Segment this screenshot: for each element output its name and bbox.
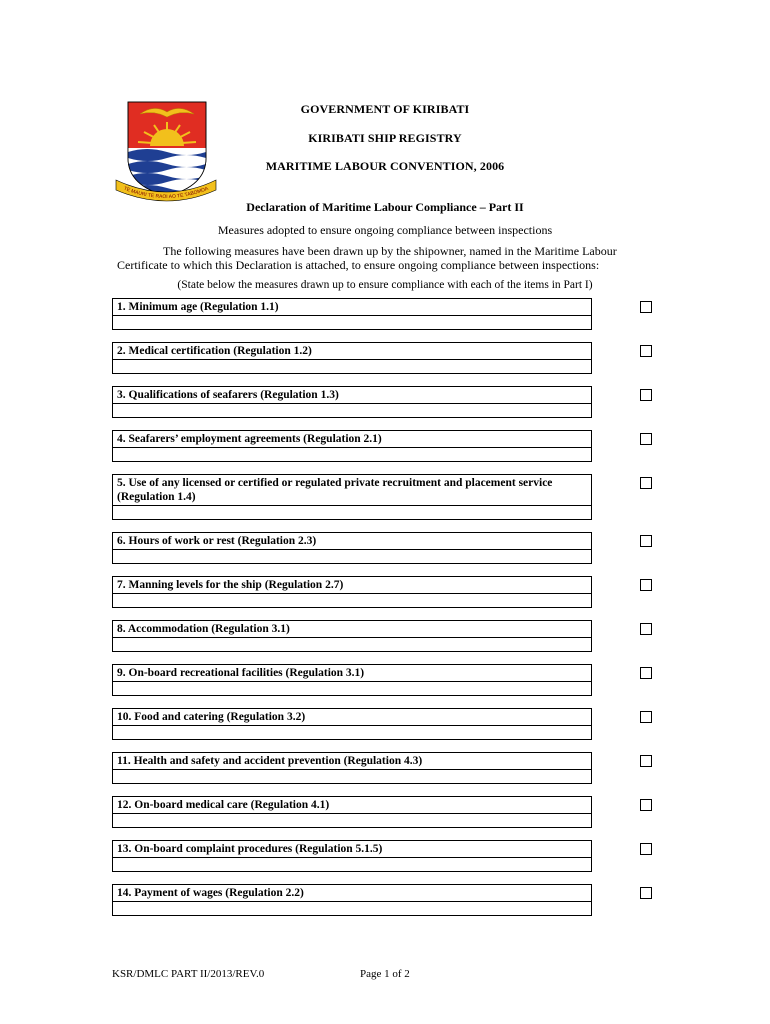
item-answer-field[interactable] [112, 550, 592, 564]
item-answer-field[interactable] [112, 316, 592, 330]
item-checkbox[interactable] [640, 477, 652, 489]
item-checkbox[interactable] [640, 711, 652, 723]
item-title: 12. On-board medical care (Regulation 4.1) [112, 796, 592, 814]
item-medical-certification [112, 342, 592, 374]
item-employment-agreements [112, 430, 592, 462]
item-title: 7. Manning levels for the ship (Regulation 2.7) [112, 576, 592, 594]
item-recruitment-placement [112, 474, 592, 520]
item-title: 11. Health and safety and accident prevention (Regulation 4.3) [112, 752, 592, 770]
footer-page-number: Page 1 of 2 [360, 968, 410, 980]
item-complaint-procedures [112, 840, 592, 872]
item-answer-field[interactable] [112, 858, 592, 872]
item-checkbox[interactable] [640, 755, 652, 767]
emblem-motto: TE MAURI TE RAOI AO TE TABOMOA [122, 185, 210, 201]
header-convention: MARITIME LABOUR CONVENTION, 2006 [265, 159, 505, 173]
item-title: 14. Payment of wages (Regulation 2.2) [112, 884, 592, 902]
item-checkbox[interactable] [640, 887, 652, 899]
item-checkbox[interactable] [640, 667, 652, 679]
item-title: 9. On-board recreational facilities (Regulation 3.1) [112, 664, 592, 682]
item-answer-field[interactable] [112, 404, 592, 418]
item-answer-field[interactable] [112, 682, 592, 696]
header-government: GOVERNMENT OF KIRIBATI [300, 102, 470, 116]
item-answer-field[interactable] [112, 506, 592, 520]
item-checkbox[interactable] [640, 535, 652, 547]
item-checkbox[interactable] [640, 843, 652, 855]
item-answer-field[interactable] [112, 360, 592, 374]
item-answer-field[interactable] [112, 902, 592, 916]
item-answer-field[interactable] [112, 638, 592, 652]
item-title: 10. Food and catering (Regulation 3.2) [112, 708, 592, 726]
item-answer-field[interactable] [112, 594, 592, 608]
item-checkbox[interactable] [640, 345, 652, 357]
item-qualifications [112, 386, 592, 418]
declaration-intro: The following measures have been drawn up by the shipowner, named in the Maritime Labour Certificate to which this Declaration is attached, to ensure ongoing compliance between inspections: [117, 244, 617, 272]
footer-doc-code: KSR/DMLC PART II/2013/REV.0 [112, 968, 265, 980]
header-registry: KIRIBATI SHIP REGISTRY [308, 131, 462, 145]
item-checkbox[interactable] [640, 389, 652, 401]
item-title: 13. On-board complaint procedures (Regulation 5.1.5) [112, 840, 592, 858]
item-hours-of-work [112, 532, 592, 564]
item-answer-field[interactable] [112, 814, 592, 828]
item-title: 5. Use of any licensed or certified or regulated private recruitment and placement service (Regulation 1.4) [112, 474, 592, 506]
declaration-title: Declaration of Maritime Labour Compliance – Part II [246, 200, 524, 214]
item-accommodation [112, 620, 592, 652]
declaration-instruction: (State below the measures drawn up to ensure compliance with each of the items in Part I) [177, 279, 593, 291]
item-checkbox[interactable] [640, 623, 652, 635]
item-answer-field[interactable] [112, 770, 592, 784]
item-title: 2. Medical certification (Regulation 1.2) [112, 342, 592, 360]
declaration-subtitle: Measures adopted to ensure ongoing compliance between inspections [217, 223, 553, 237]
item-minimum-age [112, 298, 592, 330]
item-answer-field[interactable] [112, 448, 592, 462]
item-title: 6. Hours of work or rest (Regulation 2.3) [112, 532, 592, 550]
item-checkbox[interactable] [640, 579, 652, 591]
item-title: 8. Accommodation (Regulation 3.1) [112, 620, 592, 638]
item-title: 3. Qualifications of seafarers (Regulation 1.3) [112, 386, 592, 404]
item-title: 1. Minimum age (Regulation 1.1) [112, 298, 592, 316]
item-checkbox[interactable] [640, 433, 652, 445]
item-medical-care [112, 796, 592, 828]
item-title: 4. Seafarers’ employment agreements (Regulation 2.1) [112, 430, 592, 448]
item-recreational-facilities [112, 664, 592, 696]
item-checkbox[interactable] [640, 799, 652, 811]
item-checkbox[interactable] [640, 301, 652, 313]
item-manning-levels [112, 576, 592, 608]
item-health-safety [112, 752, 592, 784]
item-payment-of-wages [112, 884, 592, 916]
item-food-catering [112, 708, 592, 740]
item-answer-field[interactable] [112, 726, 592, 740]
